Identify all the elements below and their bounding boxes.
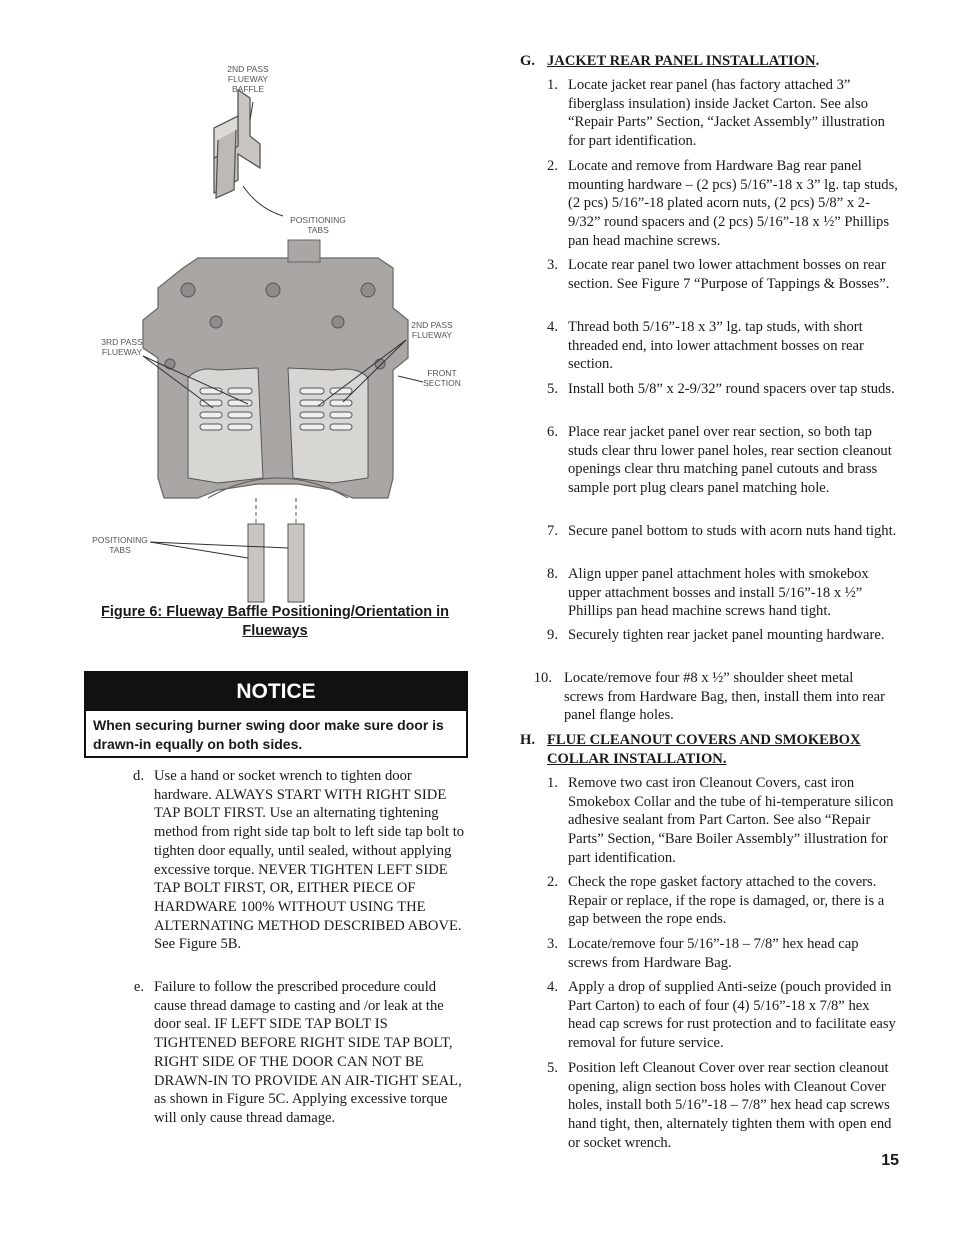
step-text: Locate jacket rear panel (has factory attached 3” fiberglass insulation) inside Jacket Carton. See also “Repair Parts” Section, “Jacket Assembly” illustration for part identification. [568,77,885,150]
step-text: Align upper panel attachment holes with smokebox upper attachment bosses and install 5/16”-18 x ½” Phillips pan head machine screws hand tight. [568,566,869,620]
label-3rd-pass-line2: FLUEWAY [101,347,143,357]
boiler-section-diagram [88,58,466,606]
section-g-letter: G. [520,53,535,69]
figure-caption-line1: Figure 6: Flueway Baffle Positioning/Orientation in [100,604,450,620]
label-tabs-bottom-line2: TABS [109,545,131,555]
notice-title: NOTICE [86,673,466,711]
step-number: 3. [547,257,558,273]
step-number: 3. [547,936,558,952]
step-text: Apply a drop of supplied Anti-seize (pouch provided in Part Carton) to each of four (4) 5/16”-18 x 7/8” hex head cap screws for rust protection and to facilitate easy removal for future service. [568,979,896,1052]
item-text: Failure to follow the prescribed procedure could cause thread damage to casting and /or leak at the door seal. IF LEFT SIDE TAP BOLT IS TIGHTENED BEFORE RIGHT SIDE TAP BOLT, RIGHT SIDE OF THE DOOR CAN NOT BE DRAWN-IN TO PROVIDE AN AIR-TIGHT SEAL, as shown in Figure 5C. Applying excessive torque will only cause thread damage. [154,979,462,1126]
label-tabs-top-line2: TABS [307,225,329,235]
section-h-heading [520,731,900,767]
label-tabs-top-line1: POSITIONING [290,215,346,225]
step-text: Place rear jacket panel over rear section, so both tap studs clear thru lower panel holes, rear section cleanout openings clear thru matching panel cutouts and brass sample port plug clears panel matching hole. [568,424,892,497]
label-baffle-line2: FLUEWAY [227,74,269,84]
step-text: Locate and remove from Hardware Bag rear panel mounting hardware – (2 pcs) 5/16”-18 x 3” lg. tap studs, (2 pcs) 5/16”-18 plated acorn nuts, (2 pcs) 5/8” x 2-9/32” round spacers and (2 pcs) 5/16”-18 x ½” Phillips pan head machine screws. [568,158,898,249]
step-number: 1. [547,77,558,93]
step-number: 7. [547,523,558,539]
figure-caption [84,603,466,641]
page-number: 15 [881,1152,899,1169]
section-g-title-period: . [815,53,820,69]
step-text: Remove two cast iron Cleanout Covers, cast iron Smokebox Collar and the tube of hi-temperature silicon adhesive sealant from Part Carton. See also “Repair Parts” Section, “Bare Boiler Assembly” illustration for part identification. [568,775,894,866]
step-text: Secure panel bottom to studs with acorn nuts hand tight. [568,523,897,539]
step-text: Install both 5/8” x 2-9/32” round spacers over tap studs. [568,381,895,397]
step-text: Locate/remove four 5/16”-18 – 7/8” hex head cap screws from Hardware Bag. [568,936,859,971]
baffle-drawing [214,90,260,198]
section-g-heading [520,52,900,71]
step-number: 5. [547,1060,558,1076]
section-g-title: JACKET REAR PANEL INSTALLATION [547,53,816,69]
section-h-title-line1: FLUE CLEANOUT COVERS AND SMOKEBOX [547,732,861,748]
label-front-line1: FRONT [427,368,457,378]
step-text: Check the rope gasket factory attached to the covers. Repair or replace, if the rope is damaged, or, there is a gap between the rope ends. [568,874,885,928]
step-text: Position left Cleanout Cover over rear section cleanout opening, align section boss holes with Cleanout Cover holes, install both 5/16”-18 – 7/8” hex head cap screws hand tight, then, alternately tighten them with open end or socket wrench. [568,1060,892,1151]
step-text: Locate rear panel two lower attachment bosses on rear section. See Figure 7 “Purpose of Tappings & Bosses”. [568,257,890,292]
step-text: Thread both 5/16”-18 x 3” lg. tap studs, with short threaded end, into lower attachment bosses on rear section. [568,319,864,373]
step-number: 6. [547,424,558,440]
step-number: 8. [547,566,558,582]
label-baffle-line1: 2ND PASS [227,64,269,74]
positioning-tabs-drawing [248,498,304,602]
section-h-letter: H. [520,732,535,748]
step-number: 4. [547,319,558,335]
item-label: e. [133,979,144,995]
section-drawing [143,240,408,498]
notice-box [84,671,468,758]
step-number: 4. [547,979,558,995]
figure-caption-line2: Flueways [242,623,308,639]
label-2nd-pass-line2: FLUEWAY [411,330,453,340]
step-number: 9. [547,627,558,643]
label-2nd-pass-line1: 2ND PASS [411,320,453,330]
step-text: Securely tighten rear jacket panel mounting hardware. [568,627,885,643]
step-number: 1. [547,775,558,791]
label-tabs-bottom-line1: POSITIONING [92,535,148,545]
step-number: 2. [547,874,558,890]
section-h-title-line2: COLLAR INSTALLATION. [547,750,727,767]
figure-6-illustration [88,58,466,606]
label-3rd-pass-line1: 3RD PASS [101,337,143,347]
item-text: Use a hand or socket wrench to tighten door hardware. ALWAYS START WITH RIGHT SIDE TAP BOLT FIRST. Use an alternating tightening method from right side tap bolt to left side tap bolt to tighten door equally, until sealed, without applying excessive torque. NEVER TIGHTEN LEFT SIDE TAP BOLT FIRST, OR, EITHER PIECE OF HARDWARE 100% WITHOUT USING THE ALTERNATING METHOD DESCRIBED ABOVE. See Figure 5B. [154,768,465,953]
step-number: 2. [547,158,558,174]
step-number: 5. [547,381,558,397]
step-number: 10. [533,670,552,686]
notice-body: When securing burner swing door make sure door is drawn-in equally on both sides. [93,717,444,752]
step-text: Locate/remove four #8 x ½” shoulder sheet metal screws from Hardware Bag, then, install them into rear panel flange holes. [564,670,885,724]
item-label: d. [133,768,144,784]
label-baffle-line3: BAFFLE [231,84,265,94]
label-front-line2: SECTION [423,378,461,388]
